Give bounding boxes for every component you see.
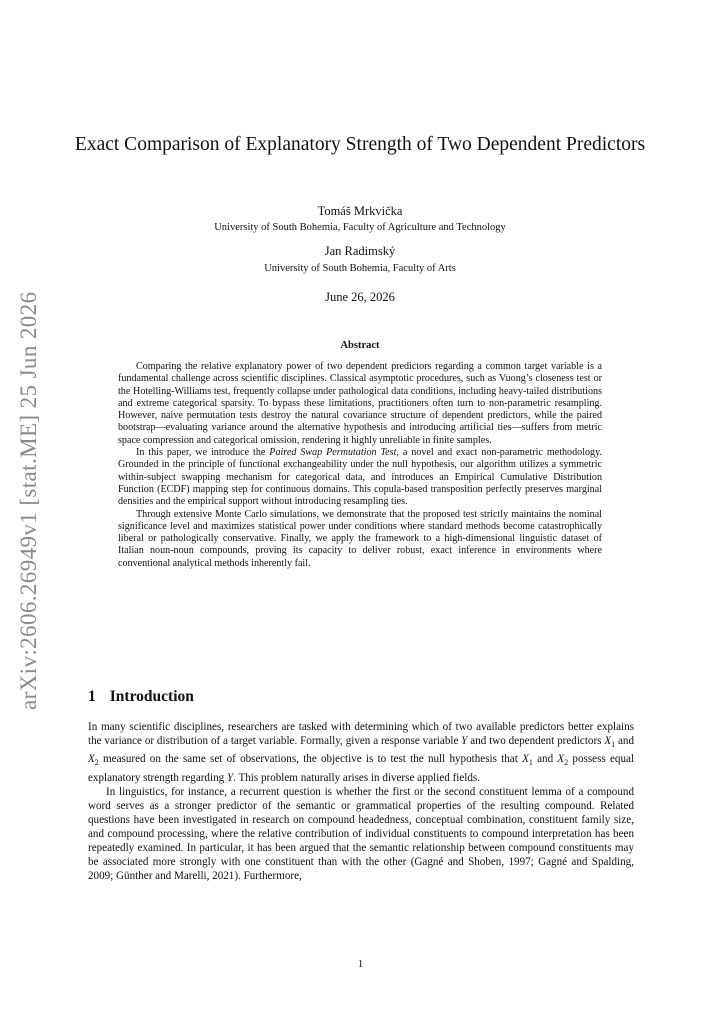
abstract-paragraph-3: Through extensive Monte Carlo simulations, we demonstrate that the proposed test strictly maintains the nominal significance level and maximizes statistical power under conditions where standard methods become catastrophically liberal or pathologically conservative. Finally, we apply the framework to a high-dimensional linguistic dataset of Italian noun-noun compounds, proving its capacity to deliver robust, exact inference in environments where conventional analytical methods inherently fail. xyxy=(118,508,602,569)
author-name-2: Jan Radimský xyxy=(324,244,396,258)
paper-title: Exact Comparison of Explanatory Strength of Two Dependent Predictors xyxy=(74,134,646,155)
page-number: 1 xyxy=(357,958,364,970)
abstract-body xyxy=(118,361,602,570)
math-symbol: $X_1$ xyxy=(604,735,616,750)
math-symbol: $X_2$ xyxy=(88,753,99,768)
section-number: 1 xyxy=(88,688,96,705)
abstract-paragraph-2-lead: In this paper, we introduce the xyxy=(136,447,270,459)
author-affiliation-1: University of South Bohemia, Faculty of Agriculture and Technology xyxy=(214,222,506,233)
arxiv-identifier-stamp: arXiv:2606.26949v1 [stat.ME] 25 Jun 2026 xyxy=(16,291,41,710)
introduction-body xyxy=(88,720,634,883)
introduction-paragraph-2: In linguistics, for instance, a recurrent question is whether the first or the second constituent lemma of a compound word serves as a stronger predictor of the semantic or grammatical properties of the resulting compound. Related questions have been investigated in research on compound headedness, conceptual combination, constituent family size, and compound processing, where the relative contribution of individual constituents to compound interpretation has been repeatedly examined. In particular, it has been argued that the semantic relationship between compound constituents may be associated more strongly with one constituent than with the other (Gagné and Shoben, 1997; Gagné and Spalding, 2009; Günther and Marelli, 2021). Furthermore, xyxy=(88,785,634,882)
abstract-paragraph-2-rest: , a novel and exact non-parametric methodology. Grounded in the principle of functional exchangeability under the null hypothesis, our algorithm utilizes a symmetric within-subject swapping mechanism for categorical data, and introduces an Empirical Cumulative Distribution Function (ECDF) mapping step for continuous domains. This copula-based transposition perfectly preserves marginal densities and the empirical support without introducing resampling ties. xyxy=(118,447,603,508)
introduction-paragraph-1: In many scientific disciplines, researchers are tasked with determining which of two available predictors better explains the variance or distribution of a target variable. Formally, given a response variable Y and two dependent predictors $X_1$ and $X_2$ measured on the same set of observations, the objective is to test the null hypothesis that $X_1$ and $X_2$ possess equal explanatory strength regarding Y. This problem naturally arises in diverse applied fields. xyxy=(88,721,634,784)
math-symbol: $X_2$ xyxy=(557,753,569,768)
section-title: Introduction xyxy=(109,688,194,705)
abstract-paragraph-2 xyxy=(118,447,602,508)
paper-date: June 26, 2026 xyxy=(325,290,395,304)
abstract-paragraph-1: Comparing the relative explanatory power of two dependent predictors regarding a common target variable is a fundamental challenge across scientific disciplines. Classical asymptotic procedures, such as Vuong’s closeness test or the Hotelling-Williams test, frequently collapse under pathological data conditions, including heavy-tailed distributions and extreme categorical sparsity. To bypass these limitations, practitioners often turn to non-parametric resampling. However, naive permutation tests destroy the natural covariance structure of dependent predictors, while the paired bootstrap—evaluating variance around the alternative hypothesis and introducing artificial ties—suffers from metric space compression and categorical omission, rendering it highly unreliable in finite samples. xyxy=(118,361,602,446)
abstract-heading: Abstract xyxy=(340,340,380,351)
math-symbol: Y xyxy=(461,735,468,748)
test-name-emphasis: Paired Swap Permutation Test xyxy=(269,447,397,459)
author-affiliation-2: University of South Bohemia, Faculty of Arts xyxy=(264,263,456,274)
section-heading-introduction xyxy=(88,688,194,706)
math-symbol: $X_1$ xyxy=(522,753,533,768)
math-symbol: Y xyxy=(226,771,234,784)
author-name-1: Tomáš Mrkvička xyxy=(317,204,403,218)
